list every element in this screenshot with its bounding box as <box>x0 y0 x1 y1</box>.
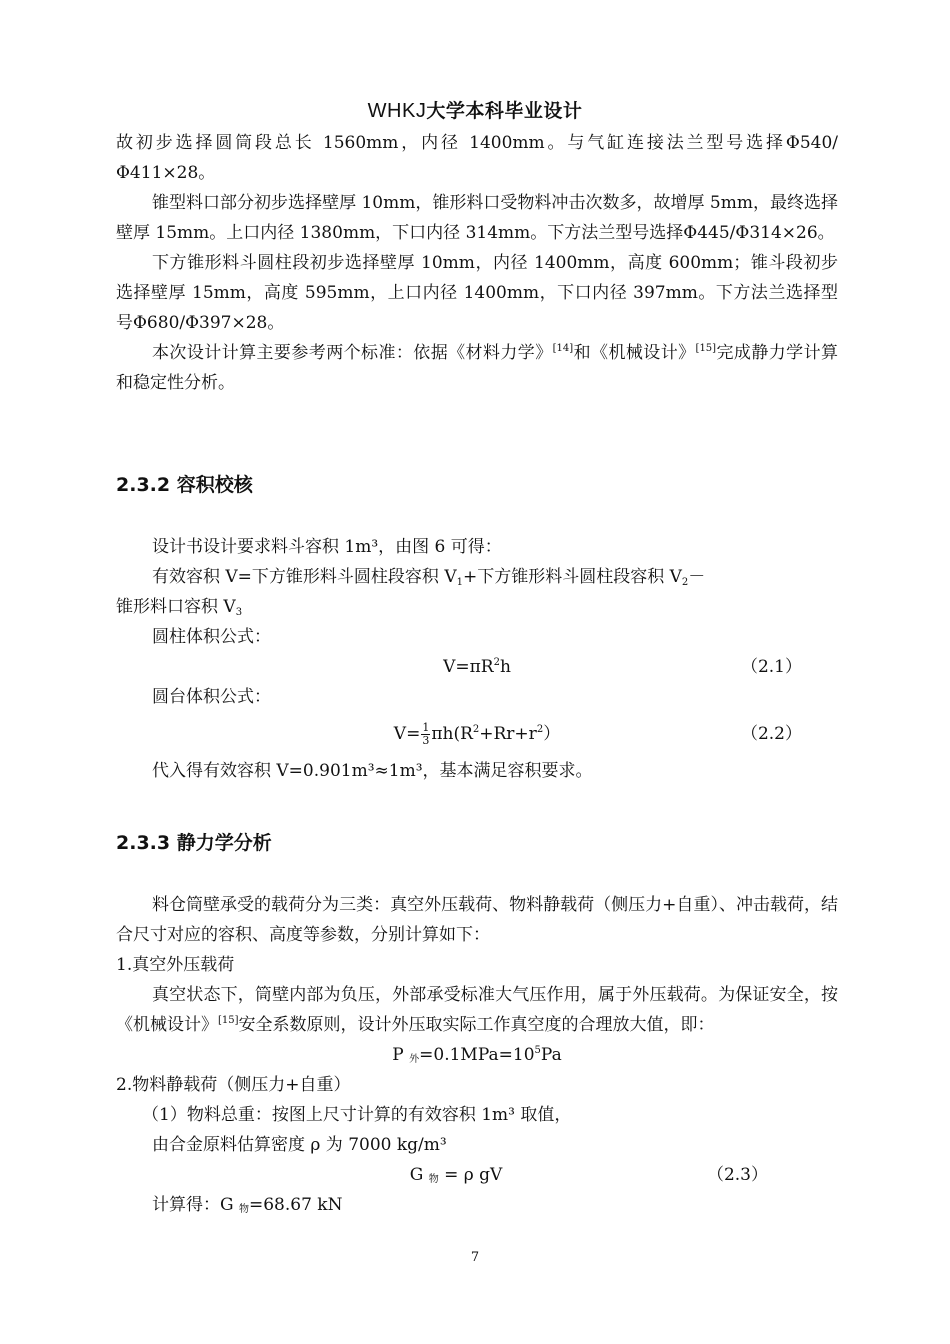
paragraph: 下方锥形料斗圆柱段初步选择壁厚 10mm，内径 1400mm，高度 600mm；锥斗段初步选择壁厚 15mm，高度 595mm，上口内径 1400mm，下口内径 397mm。下方法兰选择型号Φ680/Φ397×28。 <box>116 253 838 333</box>
equation-2-3: G 物 = ρ gV （2.3） <box>116 1160 838 1190</box>
paragraph: 由合金原料估算密度 ρ 为 7000 kg/m³ <box>152 1135 447 1155</box>
section-statics <box>116 890 838 1225</box>
list-item: 2.物料静载荷（侧压力+自重） <box>116 1075 351 1095</box>
paragraph: 锥型料口部分初步选择壁厚 10mm，锥形料口受物料冲击次数多，故增厚 5mm，最终选择壁厚 15mm。上口内径 1380mm，下口内径 314mm。下方法兰型号选择Φ445/Φ314×26。 <box>116 193 838 243</box>
equation-number: （2.3） <box>706 1165 768 1185</box>
paragraph: 故初步选择圆筒段总长 1560mm，内径 1400mm。与气缸连接法兰型号选择Φ540/Φ411×28。 <box>116 133 838 183</box>
citation: [15] <box>695 343 717 354</box>
paragraph: 圆柱体积公式： <box>152 627 271 647</box>
section-heading: 2.3.3 静力学分析 <box>116 832 272 854</box>
paragraph: 设计书设计要求料斗容积 1m³，由图 6 可得： <box>152 537 502 557</box>
fraction: $\frac{1}{3}$ <box>422 721 430 747</box>
paragraph: 圆台体积公式： <box>152 687 271 707</box>
equation-2-1: $V=\pi R^2h$ （2.1） <box>116 652 838 682</box>
paragraph: 料仓筒壁承受的载荷分为三类：真空外压载荷、物料静载荷（侧压力+自重）、冲击载荷，结合尺寸对应的容积、高度等参数，分别计算如下： <box>116 895 838 945</box>
citation: [14] <box>552 343 574 354</box>
section-volume <box>116 532 838 786</box>
page-number: 7 <box>470 1250 480 1265</box>
equation-2-2: V= $\frac{1}{3}$ $\pi h(R^2+Rr+r^2)$ （2.2） <box>116 712 838 756</box>
list-item: 1.真空外压载荷 <box>116 955 235 975</box>
section-heading: 2.3.2 容积校核 <box>116 474 253 496</box>
header-latin: WHKJ <box>367 100 427 122</box>
header-title: 大学本科毕业设计 <box>426 100 583 122</box>
citation: [15] <box>218 1015 239 1026</box>
page-header <box>0 96 950 123</box>
paragraph: 真空状态下，筒壁内部为负压，外部承受标准大气压作用，属于外压载荷。为保证安全，按《机械设计》[15]安全系数原则，设计外压取实际工作真空度的合理放大值，即： <box>116 985 838 1035</box>
equation-number: （2.1） <box>740 657 802 677</box>
paragraph: （1）物料总重：按图上尺寸计算的有效容积 1m³ 取值， <box>142 1105 572 1125</box>
equation-pressure: P 外$=0.1MPa=10^5Pa$ <box>392 1045 562 1065</box>
paragraph: 有效容积 V=下方锥形料斗圆柱段容积 $V_1+$下方锥形料斗圆柱段容积 $V_2-$ <box>152 567 706 588</box>
paragraph: 计算得：G 物=68.67 kN <box>152 1195 343 1215</box>
top-paragraphs <box>116 128 838 398</box>
paragraph-references: 本次设计计算主要参考两个标准：依据《材料力学》[14]和《机械设计》[15]完成静力学计算和稳定性分析。 <box>116 343 839 393</box>
paragraph: 代入得有效容积 V=0.901m³≈1m³，基本满足容积要求。 <box>152 761 593 781</box>
equation-number: （2.2） <box>740 724 802 744</box>
paragraph: 锥形料口容积 $V_3$ <box>116 597 243 618</box>
